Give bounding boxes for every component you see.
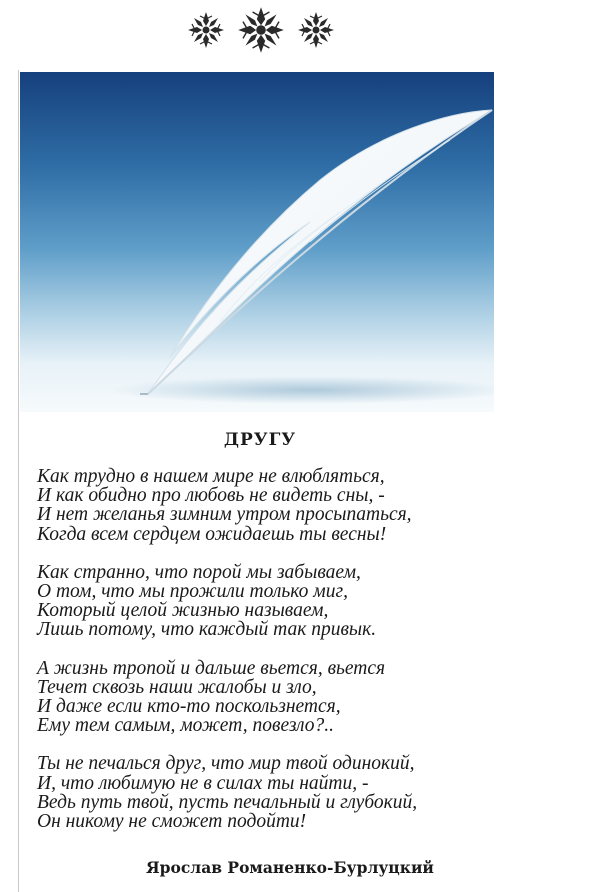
snowflake-ornament-icon — [186, 10, 226, 50]
ornament-row — [186, 6, 336, 54]
poem-line: А жизнь тропой и дальше вьется, вьется — [37, 657, 386, 679]
poem-stanza — [37, 563, 557, 640]
poem-line: Лишь потому, что каждый так привык. — [37, 619, 377, 641]
snowflake-ornament-icon — [296, 10, 336, 50]
poem-line: Как странно, что порой мы забываем, — [37, 561, 361, 583]
poem-line: И, что любимую не в силах ты найти, - — [37, 772, 369, 794]
poem-line: О том, что мы прожили только миг, — [37, 581, 348, 603]
poem-title: ДРУГУ — [223, 430, 297, 450]
poem-line: Он никому не сможет подойти! — [37, 811, 307, 833]
feather-illustration — [20, 72, 494, 412]
poem-line: Который целой жизнью называем, — [37, 600, 329, 622]
poem-line: Ему тем самым, может, повезло?.. — [37, 715, 334, 737]
poem-line: Ты не печалься друг, что мир твой одинокий, — [37, 753, 415, 775]
feather-icon — [20, 72, 494, 412]
snowflake-ornament-icon — [237, 6, 285, 54]
page-margin-rule — [18, 70, 19, 892]
poem-stanza — [37, 467, 557, 544]
poem-line: Как трудно в нашем мире не влюбляться, — [37, 466, 385, 487]
poem-stanza — [37, 754, 557, 831]
poem-line: Ведь путь твой, пусть печальный и глубокий, — [37, 791, 418, 813]
poem-line: И даже если кто-то поскользнется, — [37, 696, 341, 718]
poem-line: И как обидно про любовь не видеть сны, - — [37, 485, 385, 507]
poem-line: Течет сквозь наши жалобы и зло, — [37, 676, 317, 698]
poem-body — [37, 467, 557, 850]
poem-stanza — [37, 659, 557, 736]
poem-line: Когда всем сердцем ожидаешь ты весны! — [37, 523, 387, 545]
poem-line: И нет желанья зимним утром просыпаться, — [37, 504, 412, 526]
poem-author: Ярослав Романенко-Бурлуцкий — [146, 858, 434, 877]
